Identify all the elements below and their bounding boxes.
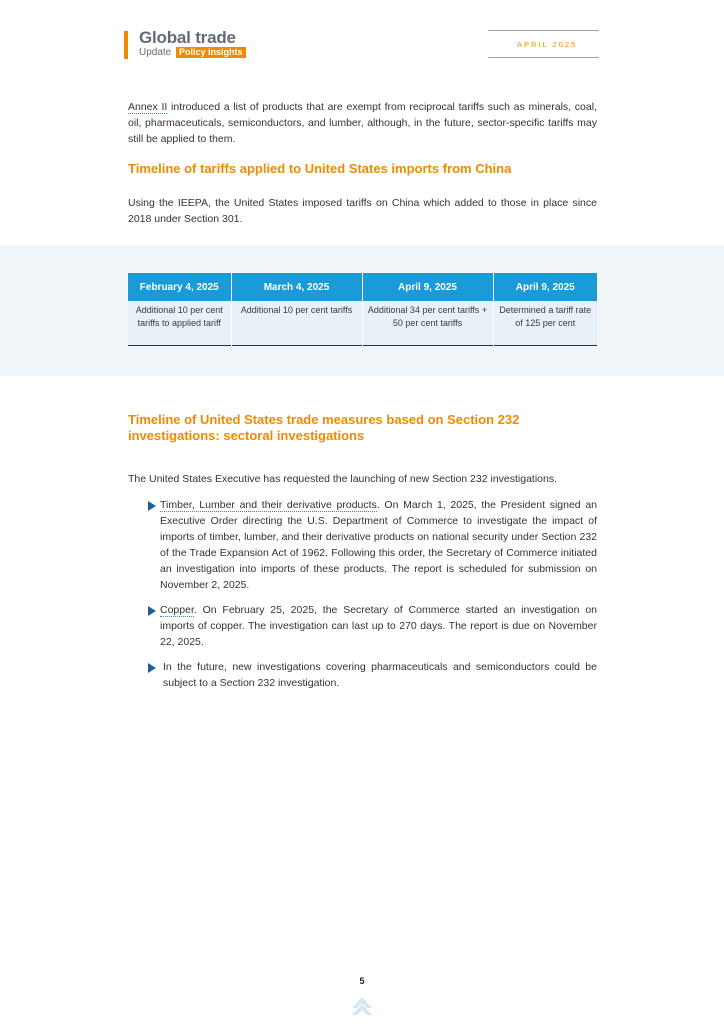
table-cell: Additional 10 per cent tariffs — [231, 301, 362, 345]
list-item-text: . On March 1, 2025, the President signed an Executive Order directing the U.S. Department of Commerce to investigate the impact of imports of timber, lumber, and their derivative products on national security under Section 232 of the Trade Expansion Act of 1962. Following this order, the Secretary of Commerce initiated an investigation into imports of these products. The report is scheduled for submission on November 2, 2025. — [160, 499, 597, 591]
china-tariff-timeline-table — [128, 273, 597, 346]
list-item — [146, 497, 597, 593]
section-232-heading: Timeline of United States trade measures based on Section 232 investigations: sectoral investigations — [128, 412, 520, 443]
copper-link[interactable]: Copper — [160, 604, 194, 616]
china-tariffs-paragraph: Using the IEEPA, the United States imposed tariffs on China which added to those in place since 2018 under Section 301. — [128, 197, 597, 225]
intro-paragraph — [128, 99, 597, 147]
brand-accent-bar — [124, 31, 128, 59]
issue-date-text: APRIL 2025 — [517, 40, 578, 49]
chevron-up-icon[interactable] — [351, 996, 373, 1016]
table-cell: Additional 10 per cent tariffs to applied tariff — [128, 301, 231, 345]
list-item — [146, 602, 597, 650]
table-header-cell: March 4, 2025 — [231, 273, 362, 301]
triangle-bullet-icon — [148, 606, 156, 616]
publication-title: Global trade — [139, 28, 236, 47]
subtitle-label: Update — [139, 47, 172, 58]
list-item-text: In the future, new investigations covering pharmaceuticals and semiconductors could be subject to a Section 232 investigation. — [163, 661, 597, 689]
list-item-text: . On February 25, 2025, the Secretary of Commerce started an investigation on imports of copper. The investigation can last up to 270 days. The report is due on November 22, 2025. — [160, 604, 597, 648]
table-header-cell: February 4, 2025 — [128, 273, 231, 301]
triangle-bullet-icon — [148, 501, 156, 511]
intro-text: introduced a list of products that are exempt from reciprocal tariffs such as minerals, coal, oil, pharmaceuticals, semiconductors, and lumber, although, in the future, sector-specific tariffs may still be applied to them. — [128, 101, 597, 145]
policy-insights-badge: Policy insights — [176, 47, 246, 58]
china-tariffs-heading: Timeline of tariffs applied to United States imports from China — [128, 161, 512, 176]
investigations-list — [146, 497, 597, 700]
list-item — [146, 659, 597, 691]
table-header-cell: April 9, 2025 — [362, 273, 493, 301]
table-header-cell: April 9, 2025 — [493, 273, 597, 301]
publication-subtitle — [139, 47, 246, 58]
table-cell: Additional 34 per cent tariffs + 50 per cent tariffs — [362, 301, 493, 345]
table-cell: Determined a tariff rate of 125 per cent — [493, 301, 597, 345]
table-header-row — [128, 273, 597, 301]
page-number: 5 — [359, 976, 365, 986]
triangle-bullet-icon — [148, 663, 156, 673]
section-232-intro: The United States Executive has requested the launching of new Section 232 investigations. — [128, 473, 558, 485]
timber-lumber-link[interactable]: Timber, Lumber and their derivative products — [160, 499, 377, 511]
issue-date — [488, 30, 599, 58]
annex-ii-link[interactable]: Annex II — [128, 101, 168, 113]
table-row — [128, 301, 597, 345]
